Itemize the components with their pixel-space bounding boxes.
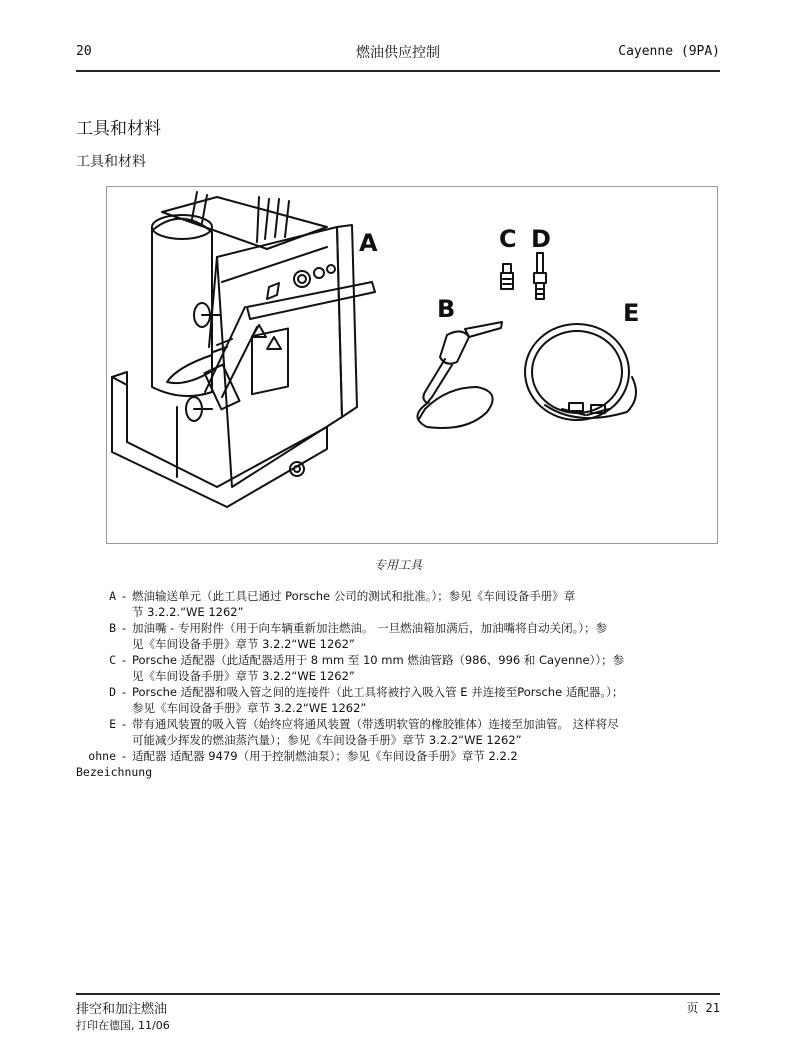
legend-text: Porsche 适配器（此适配器适用于 8 mm 至 10 mm 燃油管路（986、996 和 Cayenne））；参 见《车间设备手册》章节 3.2.2“WE 1262” bbox=[132, 653, 625, 683]
label-e: E bbox=[623, 299, 640, 327]
legend-key: ohne bbox=[88, 749, 116, 763]
label-c: C bbox=[499, 225, 517, 253]
suction-hose-drawing bbox=[525, 324, 636, 420]
legend-dash: - bbox=[121, 749, 127, 763]
footer-print-note: 打印在德国, 11/06 bbox=[76, 1019, 170, 1032]
legend-dash: - bbox=[121, 685, 127, 699]
header-divider bbox=[76, 70, 720, 72]
legend-item-d bbox=[76, 684, 726, 716]
fuel-transfer-unit-drawing bbox=[112, 192, 375, 507]
legend-text: 加油嘴 - 专用附件（用于向车辆重新加注燃油。 一旦燃油箱加满后，加油嘴将自动关闭。）；参 见《车间设备手册》章节 3.2.2“WE 1262” bbox=[132, 621, 608, 651]
tools-figure bbox=[106, 186, 718, 544]
footer-divider bbox=[76, 993, 720, 995]
footer-page-number: 页 21 bbox=[686, 1001, 720, 1015]
legend-dash: - bbox=[121, 717, 127, 731]
legend-dash: - bbox=[121, 621, 127, 635]
legend-item-c bbox=[76, 652, 726, 684]
footer-title: 排空和加注燃油 bbox=[76, 1002, 168, 1017]
legend-dash: - bbox=[121, 589, 127, 603]
legend-text: Porsche 适配器和吸入管之间的连接件（此工具将被拧入吸入管 E 并连接至Porsche 适配器。）； 参见《车间设备手册》章节 3.2.2“WE 1262” bbox=[132, 685, 624, 715]
legend-key: C bbox=[109, 653, 116, 667]
subsection-title: 工具和材料 bbox=[76, 154, 146, 170]
legend-text: 适配器 适配器 9479（用于控制燃油泵）；参见《车间设备手册》章节 2.2.2 bbox=[132, 749, 518, 763]
tools-illustration bbox=[107, 187, 717, 543]
label-a: A bbox=[359, 229, 378, 257]
figure-caption: 专用工具 bbox=[373, 558, 422, 572]
legend-key: D bbox=[109, 685, 116, 699]
legend-item-e bbox=[76, 716, 726, 748]
header-title: 燃油供应控制 bbox=[356, 45, 440, 61]
legend-key: A bbox=[109, 589, 116, 603]
header-model: Cayenne (9PA) bbox=[618, 44, 720, 59]
section-title: 工具和材料 bbox=[76, 119, 161, 139]
connector-d-drawing bbox=[534, 253, 546, 299]
adapter-c-drawing bbox=[501, 264, 513, 289]
legend-item-b bbox=[76, 620, 726, 652]
legend-list bbox=[76, 588, 726, 780]
legend-text: 带有通风装置的吸入管（始终应将通风装置（带透明软管的橡胶锥体）连接至加油管。 这样将尽 可能减少挥发的燃油蒸汽量）；参见《车间设备手册》章节 3.2.2“WE 1262” bbox=[132, 717, 619, 747]
legend-extra-label: Bezeichnung bbox=[76, 765, 153, 779]
page-number: 20 bbox=[76, 44, 92, 59]
legend-dash: - bbox=[121, 653, 127, 667]
page-header bbox=[76, 40, 720, 70]
fuel-nozzle-drawing bbox=[417, 322, 502, 428]
label-d: D bbox=[531, 225, 551, 253]
label-b: B bbox=[437, 295, 456, 323]
legend-item-ohne bbox=[76, 748, 726, 764]
legend-key: B bbox=[109, 621, 116, 635]
legend-text: 燃油输送单元（此工具已通过 Porsche 公司的测试和批准。）；参见《车间设备手册》章 节 3.2.2.“WE 1262” bbox=[132, 589, 576, 619]
legend-key: E bbox=[109, 717, 116, 731]
legend-item-a bbox=[76, 588, 726, 620]
